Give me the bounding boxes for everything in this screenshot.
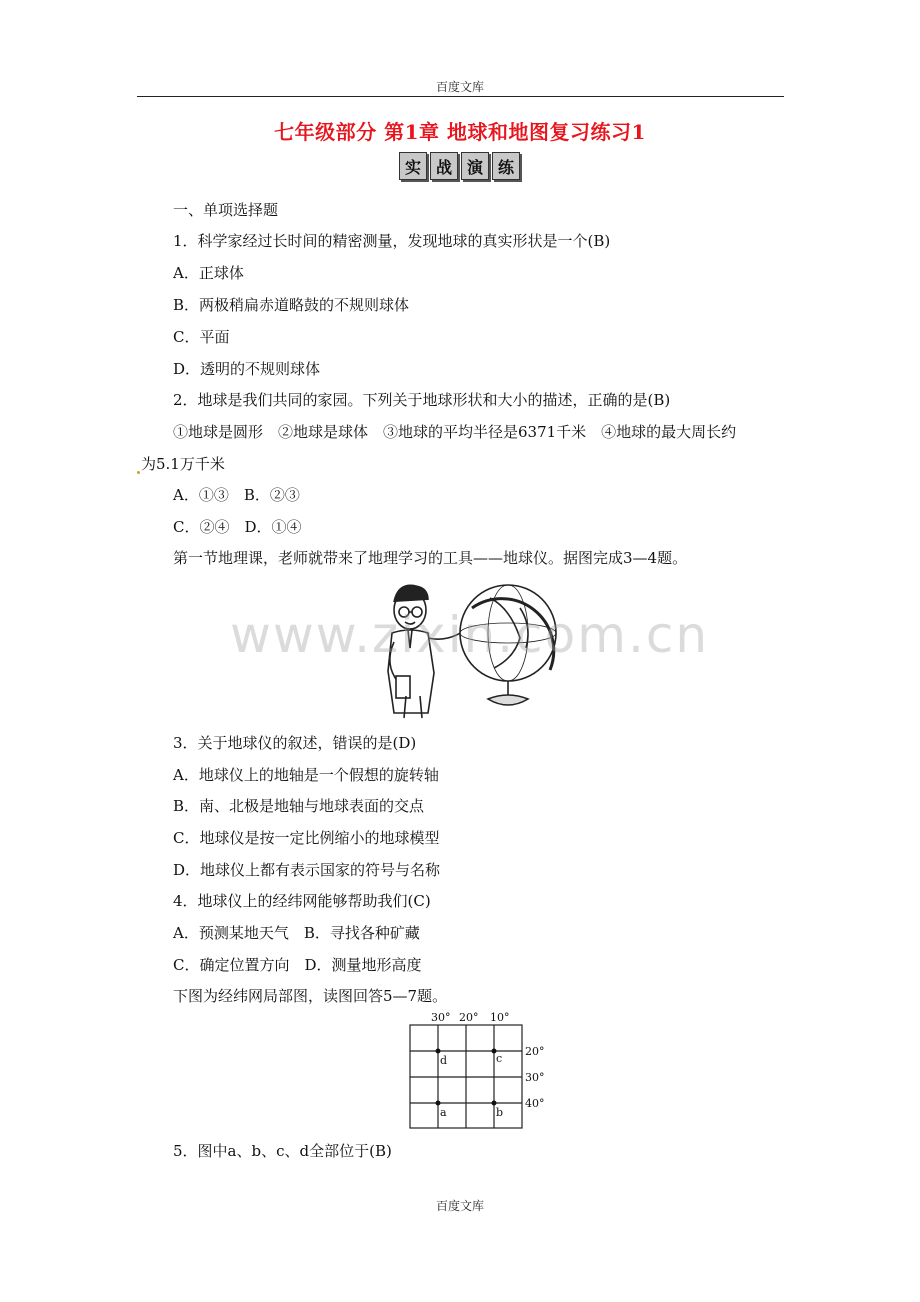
question-1-option-d: D．透明的不规则球体 bbox=[173, 360, 321, 378]
badge-char: 演 bbox=[461, 152, 489, 180]
header-divider bbox=[137, 96, 784, 97]
question-2-options-row2: C．②④ D．①④ bbox=[173, 518, 302, 536]
lon-label: 20° bbox=[459, 1011, 479, 1024]
document-title: 七年级部分 第1章 地球和地图复习练习1 bbox=[274, 120, 646, 144]
point-label: d bbox=[440, 1054, 448, 1067]
lon-label: 10° bbox=[490, 1011, 510, 1024]
question-1-option-b: B．两极稍扁赤道略鼓的不规则球体 bbox=[173, 296, 410, 314]
badge-char: 实 bbox=[399, 152, 427, 180]
lat-label: 30° bbox=[525, 1071, 545, 1084]
watermark: www.zixin.com.cn bbox=[230, 606, 710, 664]
question-3-option-c: C．地球仪是按一定比例缩小的地球模型 bbox=[173, 829, 440, 847]
grid-point bbox=[436, 1101, 441, 1106]
lat-label: 20° bbox=[525, 1045, 545, 1058]
question-2-statements-cont: 为5.1万千米 bbox=[137, 454, 225, 474]
page-header: 百度文库 bbox=[435, 80, 484, 94]
questions-5-7-intro: 下图为经纬网局部图，读图回答5—7题。 bbox=[173, 987, 448, 1005]
lat-label: 40° bbox=[525, 1097, 545, 1110]
question-4-options-row1: A．预测某地天气 B．寻找各种矿藏 bbox=[173, 924, 420, 942]
question-3-option-d: D．地球仪上都有表示国家的符号与名称 bbox=[173, 861, 441, 879]
question-1-option-a: A．正球体 bbox=[173, 264, 244, 282]
section-badge bbox=[399, 152, 520, 180]
question-3-option-a: A．地球仪上的地轴是一个假想的旋转轴 bbox=[173, 766, 439, 784]
question-3-option-b: B．南、北极是地轴与地球表面的交点 bbox=[173, 797, 425, 815]
lon-label: 30° bbox=[431, 1011, 451, 1024]
question-1-stem: 1．科学家经过长时间的精密测量，发现地球的真实形状是一个(B) bbox=[173, 232, 611, 250]
point-label: b bbox=[496, 1106, 504, 1119]
point-label: c bbox=[496, 1052, 503, 1065]
question-4-options-row2: C．确定位置方向 D．测量地形高度 bbox=[173, 956, 422, 974]
lat-lon-grid-figure bbox=[405, 1008, 555, 1133]
grid-point bbox=[436, 1049, 441, 1054]
badge-char: 练 bbox=[492, 152, 520, 180]
badge-char: 战 bbox=[430, 152, 458, 180]
section-heading: 一、单项选择题 bbox=[173, 201, 279, 219]
question-4-stem: 4．地球仪上的经纬网能够帮助我们(C) bbox=[173, 892, 431, 910]
questions-3-4-intro: 第一节地理课，老师就带来了地理学习的工具——地球仪。据图完成3—4题。 bbox=[173, 549, 688, 567]
scan-mark bbox=[137, 471, 140, 474]
grid-point bbox=[492, 1101, 497, 1106]
point-label: a bbox=[440, 1106, 447, 1119]
question-2-options-row1: A．①③ B．②③ bbox=[173, 486, 300, 504]
question-5-stem: 5．图中a、b、c、d全部位于(B) bbox=[173, 1142, 392, 1160]
page-footer: 百度文库 bbox=[435, 1199, 484, 1213]
question-2-stem: 2．地球是我们共同的家园。下列关于地球形状和大小的描述，正确的是(B) bbox=[173, 391, 671, 409]
question-2-statements: ①地球是圆形 ②地球是球体 ③地球的平均半径是6371千米 ④地球的最大周长约 bbox=[173, 423, 737, 441]
question-3-stem: 3．关于地球仪的叙述，错误的是(D) bbox=[173, 734, 417, 752]
question-1-option-c: C．平面 bbox=[173, 328, 230, 346]
